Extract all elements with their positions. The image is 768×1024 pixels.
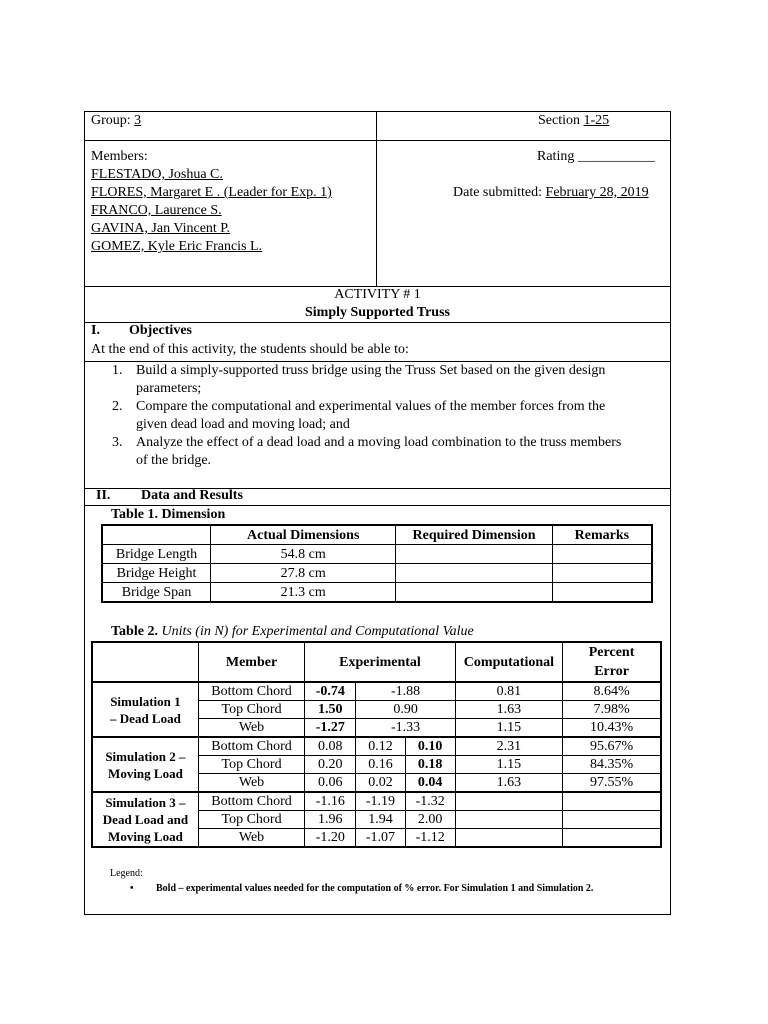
table-cell: -0.74	[305, 682, 356, 701]
sim-label-line: Moving Load	[108, 829, 183, 844]
header-divider	[376, 112, 377, 286]
table-cell: 27.8 cm	[211, 564, 396, 583]
member-name: FLESTADO, Joshua C.	[91, 167, 223, 182]
table-cell: 0.10	[405, 737, 455, 756]
table-cell	[552, 545, 652, 564]
table-cell: 0.06	[305, 774, 356, 793]
table-cell: 2.31	[455, 737, 562, 756]
objective-text: Build a simply-supported truss bridge using the Truss Set based on the given design	[136, 363, 606, 378]
table-cell: Bridge Span	[102, 583, 211, 603]
table-cell: Bottom Chord	[198, 737, 304, 756]
table-cell: 0.04	[405, 774, 455, 793]
legend-note: Bold – experimental values needed for the computation of % error. For Simulation 1 and Simulation 2.	[156, 883, 594, 894]
table-header-cell	[92, 642, 198, 682]
table-row	[92, 792, 661, 811]
section-label: Section	[538, 113, 580, 128]
simulation-label	[92, 737, 198, 792]
objective-text: given dead load and moving load; and	[136, 417, 350, 432]
objectives-heading: Objectives	[129, 323, 192, 338]
table-cell: 8.64%	[563, 682, 661, 701]
table-row	[92, 737, 661, 756]
members-label: Members:	[91, 149, 148, 164]
table-header-cell	[563, 642, 661, 682]
objective-number: 1.	[112, 363, 123, 378]
table-cell	[563, 811, 661, 829]
rule	[85, 140, 670, 141]
table-cell: Bridge Height	[102, 564, 211, 583]
table-cell: 0.81	[455, 682, 562, 701]
table-header-cell: Remarks	[552, 525, 652, 545]
table-cell: Top Chord	[198, 701, 304, 719]
section-value: 1-25	[583, 113, 610, 128]
objective-number: 2.	[112, 399, 123, 414]
table2-caption-text: Units (in N) for Experimental and Computational Value	[161, 624, 474, 639]
table1-caption: Table 1. Dimension	[111, 507, 226, 522]
objective-text: Compare the computational and experimental values of the member forces from the	[136, 399, 606, 414]
table-cell: -1.27	[305, 719, 356, 738]
objective-text: parameters;	[136, 381, 202, 396]
table2-caption	[111, 623, 474, 641]
table-cell	[563, 792, 661, 811]
date-value: February 28, 2019	[545, 185, 649, 200]
section-field	[538, 112, 609, 130]
table-cell: 1.63	[455, 701, 562, 719]
table-cell: -1.16	[305, 792, 356, 811]
table-cell	[396, 564, 552, 583]
table-cell	[455, 811, 562, 829]
table-cell: Bottom Chord	[198, 682, 304, 701]
table-cell: 0.02	[356, 774, 405, 793]
table-cell	[552, 564, 652, 583]
table-cell: 1.15	[455, 719, 562, 738]
table-header-cell: Experimental	[305, 642, 456, 682]
bullet-icon: •	[130, 883, 134, 894]
activity-title: Simply Supported Truss	[305, 305, 450, 320]
table-cell: -1.20	[305, 829, 356, 848]
table-row	[92, 682, 661, 701]
table2-caption-label: Table 2.	[111, 624, 158, 639]
table-cell: Web	[198, 719, 304, 738]
table-cell: Top Chord	[198, 811, 304, 829]
simulation-label	[92, 792, 198, 847]
objective-text: Analyze the effect of a dead load and a moving load combination to the truss members	[136, 435, 622, 450]
table-cell: 1.96	[305, 811, 356, 829]
legend-label: Legend:	[110, 868, 143, 879]
table-cell: -1.88	[356, 682, 455, 701]
sim-label-line: Moving Load	[108, 765, 183, 781]
table-cell: 10.43%	[563, 719, 661, 738]
member-name: GAVINA, Jan Vincent P.	[91, 221, 231, 236]
table-cell: Bottom Chord	[198, 792, 304, 811]
table-cell	[455, 792, 562, 811]
table-header-cell: Member	[198, 642, 304, 682]
table-cell: 2.00	[405, 811, 455, 829]
table-cell: Web	[198, 774, 304, 793]
table-row	[102, 545, 652, 564]
table-cell	[396, 545, 552, 564]
sim-label-line: – Dead Load	[110, 710, 181, 726]
table-header-row	[102, 525, 652, 545]
table-cell: 0.20	[305, 756, 356, 774]
table-cell: 1.15	[455, 756, 562, 774]
table-row	[102, 583, 652, 603]
data-results-heading: Data and Results	[141, 488, 243, 503]
table-cell	[552, 583, 652, 603]
table-cell: 97.55%	[563, 774, 661, 793]
sim-label-line: Simulation 1	[110, 693, 181, 709]
objectives-intro: At the end of this activity, the students should be able to:	[91, 342, 409, 357]
sim-label-line: Simulation 3 –	[105, 795, 186, 810]
table-cell: Bridge Length	[102, 545, 211, 564]
table-cell: -1.07	[356, 829, 405, 848]
table-header-cell	[102, 525, 211, 545]
table-cell: -1.32	[405, 792, 455, 811]
date-field	[453, 184, 649, 202]
dimension-table	[101, 524, 653, 603]
table-cell: Top Chord	[198, 756, 304, 774]
table-cell: 54.8 cm	[211, 545, 396, 564]
table-cell: -1.12	[405, 829, 455, 848]
table-cell: 0.12	[356, 737, 405, 756]
table-cell: Web	[198, 829, 304, 848]
table-cell: 0.18	[405, 756, 455, 774]
rating-field	[537, 148, 655, 166]
table-cell	[455, 829, 562, 848]
table-cell	[396, 583, 552, 603]
table-row	[102, 564, 652, 583]
member-name: GOMEZ, Kyle Eric Francis L.	[91, 239, 263, 254]
table-cell: -1.19	[356, 792, 405, 811]
sim-label-line: Dead Load and	[102, 812, 189, 827]
table-header-cell: Required Dimension	[396, 525, 552, 545]
rating-blank: ___________	[577, 149, 655, 164]
table-cell: 21.3 cm	[211, 583, 396, 603]
table-cell: 84.35%	[563, 756, 661, 774]
table-header-row	[92, 642, 661, 682]
table-cell: 7.98%	[563, 701, 661, 719]
simulation-label	[92, 682, 198, 737]
activity-number: ACTIVITY # 1	[334, 287, 421, 302]
table-cell: 0.16	[356, 756, 405, 774]
table-cell: 1.94	[356, 811, 405, 829]
table-cell: 1.50	[305, 701, 356, 719]
percent-header-line: Percent	[588, 645, 635, 660]
member-name: FLORES, Margaret E . (Leader for Exp. 1)	[91, 185, 332, 200]
table-cell: 1.63	[455, 774, 562, 793]
date-label: Date submitted:	[453, 185, 543, 200]
group-label: Group:	[91, 113, 131, 128]
table-cell: 0.90	[356, 701, 455, 719]
table-cell	[563, 829, 661, 848]
objective-number: 3.	[112, 435, 123, 450]
table-header-cell: Actual Dimensions	[211, 525, 396, 545]
objective-text: of the bridge.	[136, 453, 212, 468]
table-cell: 95.67%	[563, 737, 661, 756]
group-value: 3	[134, 113, 142, 128]
group-field	[91, 112, 141, 130]
data-results-numeral: II.	[96, 488, 111, 503]
table-header-cell: Computational	[455, 642, 562, 682]
sim-label-line: Simulation 2 –	[105, 748, 186, 764]
percent-header-line: Error	[594, 664, 629, 679]
force-table	[91, 641, 662, 848]
table-cell: 0.08	[305, 737, 356, 756]
rating-label: Rating	[537, 149, 575, 164]
objectives-numeral: I.	[91, 323, 100, 338]
table-cell: -1.33	[356, 719, 455, 738]
member-name: FRANCO, Laurence S.	[91, 203, 222, 218]
